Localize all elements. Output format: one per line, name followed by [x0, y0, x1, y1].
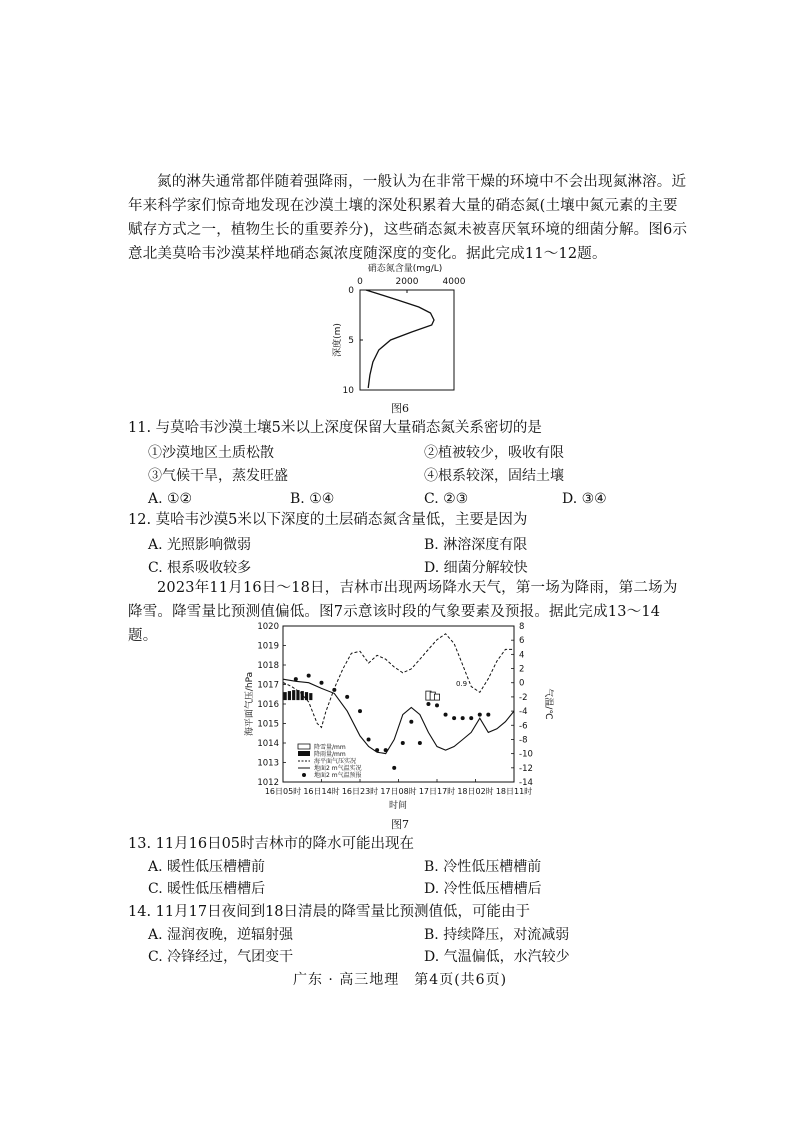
fig7-rain-bar	[301, 691, 304, 700]
fig7-forecast-point	[358, 709, 362, 713]
fig7-left-tick-label: 1015	[257, 719, 279, 730]
fig6-ytick-label: 10	[342, 386, 354, 396]
fig7-forecast-point	[294, 677, 298, 681]
fig7-rain-bar	[305, 692, 308, 700]
fig7-forecast-point	[320, 681, 324, 685]
fig7-right-tick-label: 8	[519, 622, 525, 632]
fig7-forecast-point	[418, 741, 422, 745]
passage-1: 氮的淋失通常都伴随着强降雨，一般认为在非常干燥的环境中不会出现氮淋溶。近年来科学家们惊奇地发现在沙漠土壤的深处积累着大量的硝态氮(土壤中氮元素的主要赋存方式之一，植物生长的重要养分)，这些硝态氮未被喜厌氧环境的细菌分解。图6示意北美莫哈韦沙漠某样地硝态氮浓度随深度的变化。据此完成11～12题。	[128, 174, 688, 262]
fig7-left-tick-label: 1020	[257, 622, 279, 632]
fig7-ylabel-right: 气温/℃	[543, 688, 553, 720]
fig6-caption: 图6	[391, 402, 409, 415]
fig7-forecast-point	[435, 703, 439, 707]
q12-option-d[interactable]: D. 细菌分解较快	[424, 560, 528, 576]
legend-snow-swatch	[298, 744, 310, 749]
fig7-rain-bar	[309, 693, 312, 700]
fig7-xtick-label: 18日02时	[457, 787, 494, 796]
fig7-left-tick-label: 1017	[257, 680, 279, 691]
legend-rain-swatch	[298, 751, 310, 756]
q11-item-4: ④根系较深，固结土壤	[424, 468, 564, 484]
fig7-xtick-label: 17日17时	[418, 787, 456, 796]
fig7-forecast-point	[345, 695, 349, 699]
fig7-rain-bar	[288, 691, 291, 700]
legend-temp-label: 地面2 m气温实况	[314, 765, 362, 772]
q13-stem: 13. 11月16日05时吉林市的降水可能出现在	[128, 836, 415, 852]
fig7-xtick-label: 17日08时	[380, 787, 417, 796]
legend-forecast-swatch	[302, 773, 306, 777]
fig7-left-tick-label: 1012	[257, 778, 279, 788]
fig7-right-tick-label: -14	[519, 778, 533, 788]
fig7-rain-bar	[296, 690, 299, 700]
q14-option-b[interactable]: B. 持续降压，对流减弱	[424, 927, 570, 943]
q14-option-a[interactable]: A. 湿润夜晚，逆辐射强	[148, 927, 294, 943]
q14-option-c[interactable]: C. 冷锋经过，气团变干	[148, 949, 294, 965]
fig7-left-tick-label: 1014	[257, 739, 279, 749]
fig7-forecast-point	[392, 766, 396, 770]
fig7-rain-bar	[284, 692, 287, 700]
fig7-forecast-point	[367, 737, 371, 741]
legend-forecast-label: 地面2 m气温预报	[314, 772, 362, 779]
fig7-forecast-point	[332, 688, 336, 692]
fig6-nitrate-curve	[366, 290, 434, 388]
legend-rain-label: 降雨量/mm	[314, 751, 346, 758]
fig7-chart	[0, 618, 800, 811]
fig7-xtick-label: 18日11时	[495, 787, 533, 796]
fig7-right-tick-label: -8	[519, 735, 528, 746]
q11-stem: 11. 与莫哈韦沙漠土壤5米以上深度保留大量硝态氮关系密切的是	[128, 420, 542, 436]
fig7-right-tick-label: 0	[519, 678, 525, 689]
q13-option-a[interactable]: A. 暖性低压槽槽前	[148, 859, 266, 875]
q11-option-c[interactable]: C. ②③	[424, 491, 469, 507]
fig7-left-tick-label: 1013	[257, 758, 279, 769]
q13-option-b[interactable]: B. 冷性低压槽槽前	[424, 859, 542, 875]
fig7-annotation: 0.9	[456, 680, 468, 688]
fig7-forecast-point	[461, 716, 465, 720]
fig6-chart	[0, 262, 800, 402]
fig7-ylabel-left: 海平面气压/hPa	[245, 671, 255, 737]
q11-item-1: ①沙漠地区土质松散	[148, 445, 274, 461]
q11-option-d[interactable]: D. ③④	[562, 491, 607, 507]
q13-option-d[interactable]: D. 冷性低压槽槽后	[424, 881, 542, 897]
q14-option-d[interactable]: D. 气温偏低，水汽较少	[424, 949, 570, 965]
q12-stem: 12. 莫哈韦沙漠5米以下深度的土层硝态氮含量低，主要是因为	[128, 512, 528, 528]
fig7-xtick-label: 16日05时	[264, 787, 302, 796]
q12-option-b[interactable]: B. 淋溶深度有限	[424, 537, 528, 553]
passage-2: 2023年11月16日～18日，吉林市出现两场降水天气，第一场为降雨，第二场为降雪。降雪量比预测值偏低。图7示意该时段的气象要素及预报。据此完成13～14题。	[128, 580, 678, 644]
fig7-left-tick-label: 1016	[257, 700, 279, 710]
fig7-right-tick-label: 2	[519, 664, 525, 675]
fig7-right-tick-label: -4	[519, 707, 528, 718]
q12-option-a[interactable]: A. 光照影响微弱	[148, 537, 252, 553]
page-footer: 广东 · 高三地理 第4页(共6页)	[292, 972, 508, 988]
fig7-forecast-point	[486, 713, 490, 717]
fig7-right-tick-label: -6	[519, 721, 528, 732]
q12-option-c[interactable]: C. 根系吸收较多	[148, 560, 252, 576]
fig7-forecast-point	[426, 702, 430, 706]
fig7-xtick-label: 16日23时	[341, 787, 379, 796]
q14-stem: 14. 11月17日夜间到18日清晨的降雪量比预测值低，可能由于	[128, 904, 531, 920]
fig7-forecast-point	[375, 748, 379, 752]
fig7-forecast-point	[444, 713, 448, 717]
q11-option-b[interactable]: B. ①④	[290, 491, 335, 507]
fig6-xtick-label: 4000	[442, 277, 466, 287]
fig6-plot-frame	[360, 290, 454, 390]
fig7-forecast-point	[401, 741, 405, 745]
fig7-forecast-point	[452, 716, 456, 720]
fig7-right-tick-label: 4	[519, 650, 525, 661]
fig7-forecast-point	[478, 713, 482, 717]
fig7-snow-bar	[434, 694, 439, 700]
fig7-forecast-point	[384, 748, 388, 752]
q11-item-2: ②植被较少，吸收有限	[424, 445, 564, 461]
fig6-ytick-label: 5	[348, 336, 354, 346]
fig7-rain-bar	[292, 690, 295, 700]
fig6-xlabel: 硝态氮含量(mg/L)	[367, 264, 443, 274]
q13-option-c[interactable]: C. 暖性低压槽槽后	[148, 881, 266, 897]
fig6-ytick-label: 0	[348, 286, 354, 296]
legend-snow-label: 降雪量/mm	[314, 744, 346, 751]
fig7-left-tick-label: 1018	[257, 661, 279, 671]
fig7-forecast-point	[409, 720, 413, 724]
q11-option-a[interactable]: A. ①②	[148, 491, 193, 507]
fig7-right-tick-label: -10	[519, 749, 533, 760]
fig6-ylabel: 深度(m)	[333, 323, 343, 357]
legend-pressure-label: 海平面气压实况	[314, 758, 357, 765]
fig7-right-tick-label: 6	[519, 636, 525, 647]
fig7-caption: 图7	[391, 818, 409, 831]
fig7-forecast-point	[469, 716, 473, 720]
fig6-xtick-label: 2000	[395, 277, 419, 287]
fig7-legend	[298, 743, 362, 779]
fig7-xlabel: 时间	[388, 801, 408, 811]
fig7-xtick-label: 16日14时	[303, 787, 340, 796]
q11-item-3: ③气候干旱，蒸发旺盛	[148, 468, 288, 484]
fig7-right-tick-label: -12	[519, 763, 533, 774]
fig6-xtick-label: 0	[357, 277, 363, 287]
fig7-left-tick-label: 1019	[257, 641, 279, 652]
fig7-forecast-point	[307, 674, 311, 678]
fig7-right-tick-label: -2	[519, 692, 528, 703]
